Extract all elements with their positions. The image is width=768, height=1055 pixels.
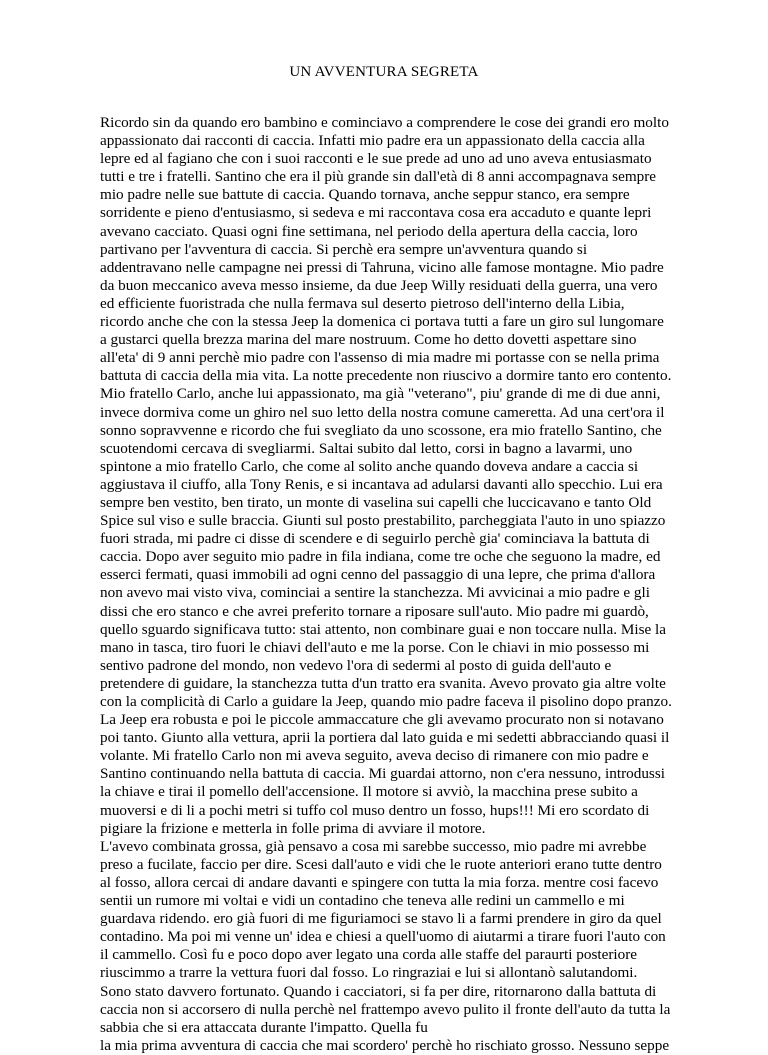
document-body bbox=[100, 114, 672, 1055]
paragraph: la mia prima avventura di caccia che mai scordero' perchè ho rischiato grosso. Nessuno seppe bbox=[100, 1036, 670, 1054]
paragraph: Ricordo sin da quando ero bambino e cominciavo a comprendere le cose dei grandi ero molto appassionato dai racconti di caccia. Infatti mio padre era un appassionato della caccia alla lepre ed al fagiano che con i suoi racconti e le sue prede ad uno ad uno aveva entusiasmato tutti e tre i fratelli. Santino che era il più grande sin dall'età di 8 anni accompagnava sempre mio padre nelle sue battute di caccia. Quando tornava, anche seppur stanco, era sempre sorridente e pieno d'entusiasmo, si sedeva e mi raccontava cosa era accaduto e quante lepri avevano cacciato. Quasi ogni fine settimana, nel periodo della apertura della caccia, loro partivano per l'avventura di caccia. Si perchè era sempre un'avventura quando si addentravano nelle campagne nei pressi di Tahruna, vicino alle famose montagne. Mio padre da buon meccanico aveva messo insieme, da due Jeep Willy residuati della guerra, una vero ed efficiente fuoristrada che nulla fermava sul deserto pietroso dell'interno della Libia, ricordo anche che con la stessa Jeep la domenica ci portava tutti a fare un giro sul lungomare a gustarci quella brezza marina del mare nostruum. Come ho detto dovetti aspettare sino all'eta' di 9 anni perchè mio padre con l'assenso di mia madre mi portasse con se nella prima battuta di caccia della mia vita. La notte precedente non riuscivo a dormire tanto ero contento. Mio fratello Carlo, anche lui appassionato, ma già "veterano", piu' grande di me di due anni, invece dormiva come un ghiro nel suo letto della nostra comune cameretta. Ad una cert'ora il sonno sopravvenne e ricordo che fui svegliato da uno scossone, era mio fratello Santino, che scuotendomi cercava di svegliarmi. Saltai subito dal letto, corsi in bagno a lavarmi, uno spintone a mio fratello Carlo, che come al solito anche quando doveva andare a caccia si aggiustava il ciuffo, alla Tony Renis, e si incantava ad adularsi davanti allo specchio. Lui era sempre ben vestito, ben tirato, un monte di vaselina sui capelli che luccicavano e tanto Old Spice sul viso e sulle braccia. Giunti sul posto prestabilito, parcheggiata l'auto in uno spiazzo fuori strada, mi padre ci disse di scendere e di seguirlo perchè gia' cominciava la battuta di caccia. Dopo aver seguito mio padre in fila indiana, come tre oche che seguono la madre, ed esserci fermati, quasi immobili ad ogni cenno del passaggio di una lepre, che prima d'allora non avevo mai visto viva, cominciai a sentire la stanchezza. Mi avvicinai a mio padre e gli dissi che ero stanco e che avrei preferito tornare a riposare sull'auto. Mio padre mi guardò, quello sguardo significava tutto: stai attento, non combinare guai e non toccare nulla. Mise la mano in tasca, tiro fuori le chiavi dell'auto e me la porse. Con le chiavi in mio possesso mi sentivo padrone del mondo, non vedevo l'ora di sedermi al posto di guida dell'auto e pretendere di guidare, la stanchezza tutta d'un tratto era svanita. Avevo provato gia altre volte con la complicità di Carlo a guidare la Jeep, quando mio padre faceva il pisolino dopo pranzo. La Jeep era robusta e poi le piccole ammaccature che gli avevamo procurato non si notavano poi tanto. Giunto alla vettura, aprii la portiera dal lato guida e mi sedetti abbracciando quasi il volante. Mi fratello Carlo non mi aveva seguito, aveva deciso di rimanere con mio padre e Santino continuando nella battuta di caccia. Mi guardai attorno, non c'era nessuno, introdussi la chiave e tirai il pomello dell'accensione. Il motore si avviò, la macchina prese subito a muoversi e di li a pochi metri si tuffo col muso dentro un fosso, hups!!! Mi ero scordato di pigiare la frizione e metterla in folle prima di avviare il motore. bbox=[100, 114, 672, 837]
document-title: UN AVVENTURA SEGRETA bbox=[289, 64, 479, 80]
paragraph: L'avevo combinata grossa, già pensavo a cosa mi sarebbe successo, mio padre mi avrebbe preso a fucilate, faccio per dire. Scesi dall'auto e vidi che le ruote anteriori erano tutte dentro al fosso, allora cercai di andare davanti e spingere con tutta la mia forza. mentre cosi facevo sentii un rumore mi voltai e vidi un contadino che teneva alle redini un cammello e mi guardava ridendo. ero già fuori di me figuriamoci se stavo li a farmi prendere in giro da quel contadino. Ma poi mi venne un' idea e chiesi a quell'uomo di aiutarmi a tirare fuori l'auto con il cammello. Così fu e poco dopo aver legato una corda alle staffe del paraurti posteriore riuscimmo a trarre la vettura fuori dal fosso. Lo ringraziai e lui si allontanò salutandomi. Sono stato davvero fortunato. Quando i cacciatori, si fa per dire, ritornarono dalla battuta di caccia non si accorsero di nulla perchè nel frattempo avevo pulito il fronte dell'auto da tutta la sabbia che si era attaccata durante l'impatto. Quella fu bbox=[100, 837, 671, 1036]
